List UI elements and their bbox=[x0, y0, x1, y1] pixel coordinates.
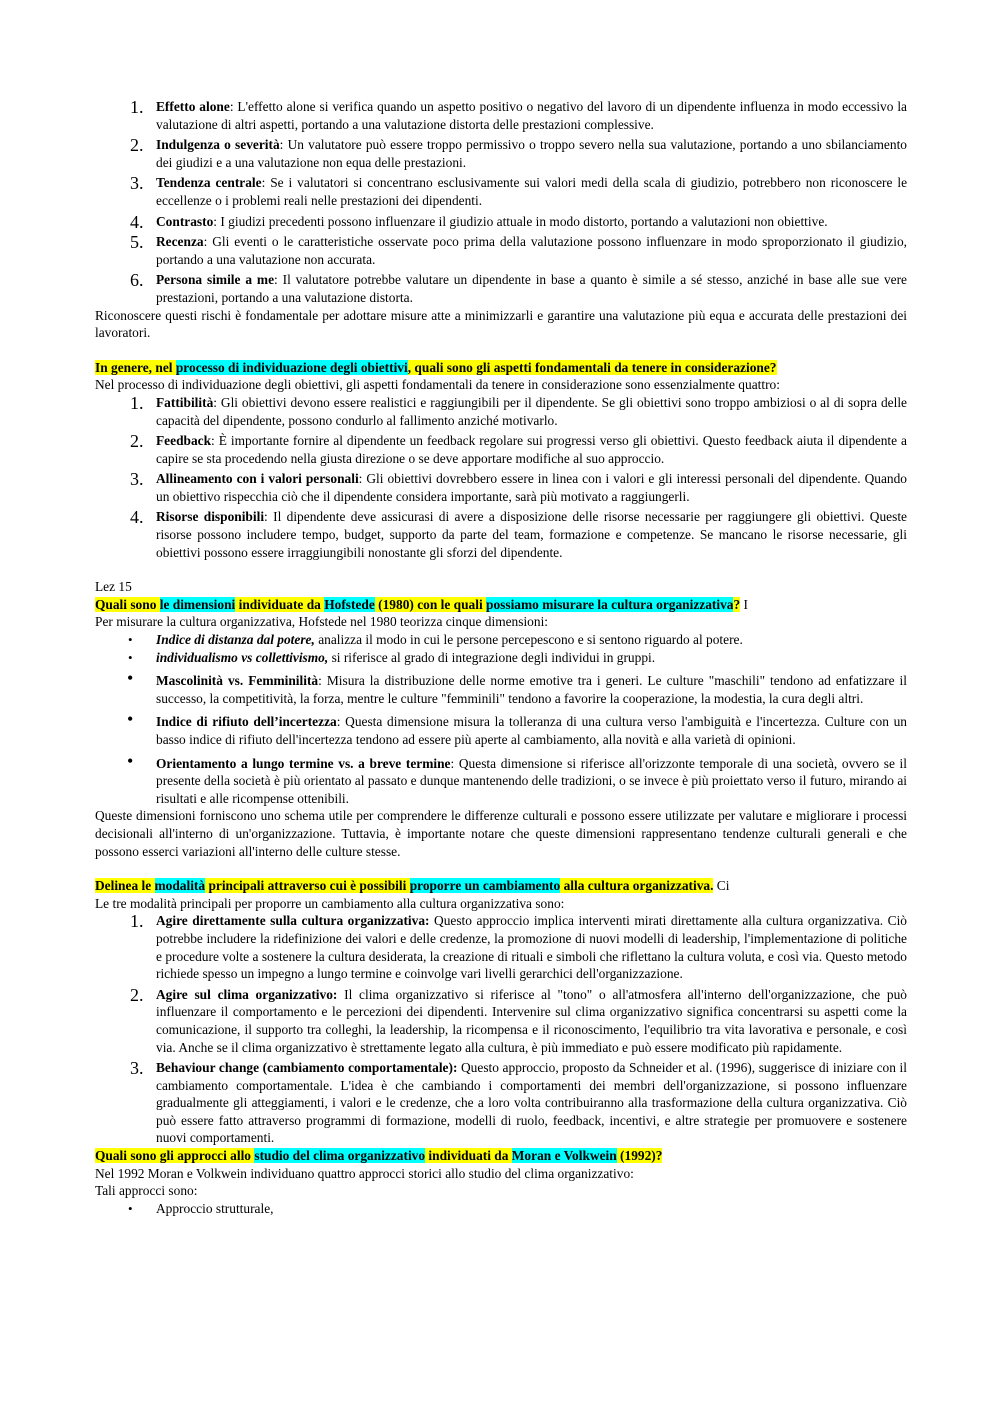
question-heading: In genere, nel processo di individuazione degli obiettivi, quali sono gli aspetti fondamentali da tenere in considerazione? bbox=[95, 359, 777, 375]
bullet-icon: • bbox=[128, 1200, 133, 1216]
list-item: 5. Recenza: Gli eventi o le caratteristiche osservate poco prima della valutazione possono influenzare in modo sproporzionato il giudizio, portando a una valutazione non accurata. bbox=[130, 232, 907, 267]
list-item: 3. Behaviour change (cambiamento comportamentale): Questo approccio, proposto da Schneider et al. (1996), suggerisce di iniziare con il cambiamento comportamentale. L'idea è che cambiando i comportamenti dei membri dell'organizzazione, si possono influenzare gradualmente gli atteggiamenti, i valori e le credenze, che a loro volta contribuiranno alla trasformazione della cultura organizzativa. Ciò può essere fatto attraverso programmi di formazione, modelli di ruolo, feedback, incentivi, e altre strategie per promuovere e sostenere nuovi comportamenti. bbox=[130, 1058, 907, 1146]
culture-change-list bbox=[95, 912, 907, 1147]
paragraph: Nel processo di individuazione degli obiettivi, gli aspetti fondamentali da tenere in considerazione sono essenzialmente quattro: bbox=[95, 377, 780, 393]
rating-bias-list bbox=[95, 98, 907, 307]
bullet-icon: • bbox=[127, 750, 134, 771]
list-item: • Approccio strutturale, bbox=[128, 1200, 274, 1216]
paragraph: Queste dimensioni forniscono uno schema utile per comprendere le differenze culturali e possono essere utilizzate per valutare e migliorare i processi decisionali all'interno di un'organizzazione. Tuttavia, è importante notare che queste dimensioni rappresentano tendenze culturali generali e che possono esserci variazioni all'interno delle culture stesse. bbox=[95, 808, 907, 859]
paragraph: Nel 1992 Moran e Volkwein individuano quattro approcci storici allo studio del clima organizzativo: bbox=[95, 1165, 634, 1181]
bullet-icon: • bbox=[127, 668, 134, 689]
bullet-icon: • bbox=[127, 709, 134, 730]
list-item: 1. Effetto alone: L'effetto alone si verifica quando un aspetto positivo o negativo del lavoro di un dipendente influenza in modo eccessivo la valutazione di altri aspetti, portando a una valutazione distorta delle prestazioni complessive. bbox=[130, 97, 907, 132]
question-heading: Quali sono le dimensioni individuate da Hofstede (1980) con le quali possiamo misurare la cultura organizzativa? I bbox=[95, 596, 748, 612]
bullet-icon: • bbox=[128, 632, 133, 648]
list-item: • Indice di rifiuto dell’incertezza: Questa dimensione misura la tolleranza di una cultura verso l'ambiguità e l'incertezza. Culture con un basso indice di rifiuto dell'incertezza tendono ad essere più aperte al cambiamento, alla novità e alla varietà di opinioni. bbox=[127, 709, 907, 747]
list-item: 4. Risorse disponibili: Il dipendente deve assicurasi di avere a disposizione delle risorse necessarie per raggiungere gli obiettivi. Queste risorse possono includere tempo, budget, supporto da parte del team, formazione e competenze. Se mancano le risorse necessarie, gli obiettivi possono essere irraggiungibili nonostante gli sforzi del dipendente. bbox=[130, 507, 907, 560]
document-page bbox=[95, 98, 907, 1217]
climate-approaches-list bbox=[95, 1200, 907, 1218]
list-item: 1. Fattibilità: Gli obiettivi devono essere realistici e raggiungibili per il dipendente. Se gli obiettivi sono troppo ambiziosi o al di sopra delle capacità del dipendente, possono condurlo al fallimento anziché motivarlo. bbox=[130, 392, 907, 428]
paragraph: Tali approcci sono: bbox=[95, 1183, 198, 1199]
list-item: • individualismo vs collettivismo, si riferisce al grado di integrazione degli individui in gruppi. bbox=[128, 649, 656, 665]
list-item: • Orientamento a lungo termine vs. a breve termine: Questa dimensione si riferisce all'orizzonte temporale di una società, ovvero se il presente della società è più orientato al passato e dunque mantenendo delle tradizioni, o se invece è più proiettato verso il futuro, mirando ai risultati e alle ricompense ottenibili. bbox=[127, 750, 907, 806]
list-item: • Indice di distanza dal potere, analizza il modo in cui le persone percepescono e si sentono riguardo al potere. bbox=[128, 632, 743, 648]
list-item: 2. Indulgenza o severità: Un valutatore può essere troppo permissivo o troppo severo nella sua valutazione, portando a uno sbilanciamento dei giudizi e a una valutazione non equa delle prestazioni. bbox=[130, 135, 907, 170]
question-heading: Delinea le modalità principali attraverso cui è possibili proporre un cambiamento alla cultura organizzativa. Ci bbox=[95, 878, 730, 894]
list-item: 1. Agire direttamente sulla cultura organizzativa: Questo approccio implica interventi mirati direttamente alla cultura organizzativa. Ciò potrebbe includere la ridefinizione dei valori e delle credenze, la promozione di nuovi modelli di leadership, l'implementazione di politiche e procedure volte a sostenere la cultura desiderata, la creazione di rituali e simboli che riflettano la cultura voluta, e così via. Questo metodo richiede spesso un impegno a lungo termine e coinvolge vari livelli gerarchici dell'organizzazione. bbox=[130, 911, 907, 982]
list-item: 6. Persona simile a me: Il valutatore potrebbe valutare un dipendente in base a quanto è simile a sé stesso, anziché in base alle sue vere prestazioni, portando a una valutazione distorta. bbox=[130, 270, 907, 305]
list-item: • Mascolinità vs. Femminilità: Misura la distribuzione delle norme emotive tra i generi. Le culture "maschili" tendono ad enfatizzare il successo, la competitività, la forza, mentre le culture "femminili" tendono a favorire la cooperazione, la modestia, la cura degli altri. bbox=[127, 668, 908, 706]
hofstede-list-short bbox=[95, 631, 907, 666]
objectives-list bbox=[95, 394, 907, 561]
paragraph: Le tre modalità principali per proporre un cambiamento alla cultura organizzativa sono: bbox=[95, 895, 565, 911]
bullet-icon: • bbox=[128, 649, 133, 665]
list-item: 2. Feedback: È importante fornire al dipendente un feedback regolare sui progressi verso gli obiettivi. Questo feedback aiuta il dipendente a capire se sta procedendo nella giusta direzione o se deve apportare modifiche al suo approccio. bbox=[130, 431, 907, 466]
list-item: 2. Agire sul clima organizzativo: Il clima organizzativo si riferisce al "tono" o all'atmosfera all'interno dell'organizzazione, che può influenzare il comportamento e le percezioni dei dipendenti. Intervenire sul clima organizzativo significa concentrarsi su aspetti come la comunicazione, il supporto tra colleghi, la leadership, la ricompensa e il riconoscimento, l'equilibrio tra vita lavorativa e personale, e così via. Anche se il clima organizzativo è strettamente legato alla cultura, è più immediato e può essere modificato più rapidamente. bbox=[130, 984, 908, 1055]
question-heading: Quali sono gli approcci allo studio del clima organizzativo individuati da Moran e Volkwein (1992)? bbox=[95, 1148, 663, 1164]
list-item: 3. Allineamento con i valori personali: Gli obiettivi dovrebbero essere in linea con i valori e gli interessi personali del dipendente. Quando un obiettivo rispecchia ciò che il dipendente considera importante, sarà più motivato a raggiungerli. bbox=[130, 469, 907, 504]
hofstede-list-long bbox=[95, 668, 908, 807]
paragraph: Per misurare la cultura organizzativa, Hofstede nel 1980 teorizza cinque dimensioni: bbox=[95, 614, 549, 630]
list-item: 4. Contrasto: I giudizi precedenti possono influenzare il giudizio attuale in modo distorto, portando a valutazioni non obiettive. bbox=[130, 211, 828, 232]
lesson-label: Lez 15 bbox=[95, 579, 132, 595]
list-item: 3. Tendenza centrale: Se i valutatori si concentrano esclusivamente sui valori medi della scala di giudizio, potrebbero non riconoscere le eccellenze o i problemi reali nelle prestazioni dei dipendenti. bbox=[130, 173, 908, 208]
paragraph: Riconoscere questi rischi è fondamentale per adottare misure atte a minimizzarli e garantire una valutazione più equa e accurata delle prestazioni dei lavoratori. bbox=[95, 307, 907, 341]
